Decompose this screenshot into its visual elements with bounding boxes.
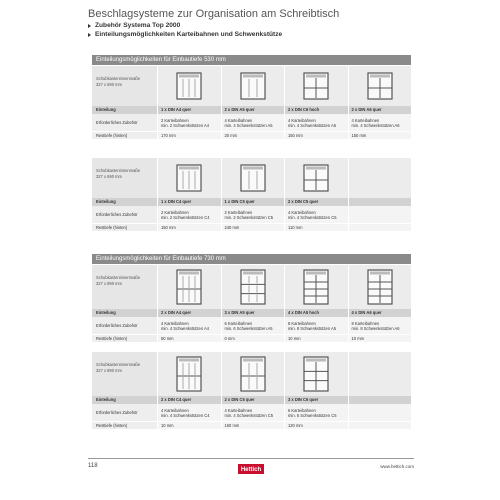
drawer-layout-diagram [303, 356, 329, 392]
einteilung-row-cell: 1 x DIN A4 quer [157, 106, 221, 114]
zubehoer-row-cell [221, 404, 285, 421]
zubehoer-row [92, 206, 411, 223]
einteilung-row-cell: 4 x DIN A6 quer [348, 309, 412, 317]
zubehoer-row-cell [348, 114, 412, 131]
zubehoer-row-label: Erforderliches Zubehör [92, 317, 157, 334]
drawer-layout-diagram [176, 269, 202, 305]
section-bar-530: Einteilungsmöglichkeiten für Einbautiefe 530 mm [92, 55, 411, 65]
subtitle-2 [88, 30, 468, 39]
zubehoer-line: min. 8 Schwenkstützen A6 [351, 325, 400, 331]
einteilung-row-cell [348, 198, 412, 206]
page-header [88, 8, 468, 39]
zubehoer-line: 4 Karteibahnen [161, 320, 189, 326]
einteilung-row-cell [348, 396, 412, 404]
diagram-row [92, 66, 411, 106]
diagram-cell [221, 352, 285, 396]
zubehoer-row [92, 404, 411, 421]
drawer-layout-diagram [367, 72, 393, 100]
resttiefe-row [92, 421, 411, 429]
zubehoer-line: min. 2 Schwenkstützen C4 [161, 214, 210, 220]
zubehoer-line: min. 6 Schwenkstützen A5 [224, 325, 273, 331]
resttiefe-row-label: Resttiefe (hinten) [92, 422, 157, 429]
drawer-layout-diagram [176, 164, 202, 192]
resttiefe-row-label: Resttiefe (hinten) [92, 335, 157, 342]
zubehoer-line: 8 Karteibahnen [351, 320, 380, 326]
inner-dimensions-line: Schubkasteninnenmaße [96, 275, 141, 280]
hettich-logo [238, 461, 264, 474]
resttiefe-row-cell: 10 mm [348, 335, 412, 342]
einteilung-row [92, 396, 411, 404]
diagram-cell [284, 66, 348, 106]
zubehoer-line: min. 6 Schwenkstützen C6 [288, 412, 337, 418]
zubehoer-line: min. 4 Schwenkstützen A4 [161, 325, 210, 331]
einteilung-row-label: Einteilung [92, 396, 157, 404]
zubehoer-line: 4 Karteibahnen [351, 117, 380, 123]
section-bar-730: Einteilungsmöglichkeiten für Einbautiefe 730 mm [92, 254, 411, 264]
drawer-layout-diagram [367, 269, 393, 305]
resttiefe-row-label: Resttiefe (hinten) [92, 224, 157, 231]
inner-dimensions-line: Schubkasteninnenmaße [96, 168, 141, 173]
resttiefe-row-cell: 120 mm [284, 422, 348, 429]
zubehoer-row [92, 114, 411, 131]
zubehoer-line: 6 Karteibahnen [224, 320, 253, 326]
subtitle-2-text: Einteilungsmöglichkeiten Karteibahnen und Schwenkstütze [95, 31, 283, 38]
zubehoer-line: min. 4 Schwenkstützen C4 [161, 412, 210, 418]
einteilung-row-cell: 2 x DIN C5 quer [221, 396, 285, 404]
drawer-layout-diagram [240, 269, 266, 305]
logo-text: Hettich [240, 467, 262, 474]
einteilung-row-cell: 2 x DIN A6 quer [348, 106, 412, 114]
page-number: 118 [88, 463, 98, 469]
diagram-cell [221, 265, 285, 309]
zubehoer-row-cell [348, 404, 412, 421]
einteilung-row-label: Einteilung [92, 309, 157, 317]
zubehoer-line: 4 Karteibahnen [288, 209, 316, 215]
zubehoer-row-cell [221, 206, 285, 223]
zubehoer-row [92, 317, 411, 334]
table-730-a [92, 265, 411, 342]
diagram-cell [284, 158, 348, 198]
resttiefe-row-cell: 240 mm [221, 224, 285, 231]
zubehoer-line: min. 4 Schwenkstützen A5 [224, 122, 273, 128]
zubehoer-row-cell [348, 317, 412, 334]
einteilung-row-label: Einteilung [92, 106, 157, 114]
zubehoer-line: 2 Karteibahnen [161, 209, 189, 215]
table-530-a [92, 66, 411, 139]
zubehoer-row-cell [157, 114, 221, 131]
resttiefe-row-label: Resttiefe (hinten) [92, 132, 157, 139]
page-title: Beschlagsysteme zur Organisation am Schreibtisch [88, 8, 340, 20]
diagram-row [92, 158, 411, 198]
inner-dimensions-label [92, 66, 157, 106]
zubehoer-row-cell [284, 114, 348, 131]
resttiefe-row [92, 223, 411, 231]
einteilung-row-cell: 4 x DIN A5 hoch [284, 309, 348, 317]
zubehoer-row-cell [284, 404, 348, 421]
diagram-cell [284, 265, 348, 309]
subtitle-1 [88, 21, 468, 30]
resttiefe-row-cell: 150 mm [157, 224, 221, 231]
zubehoer-line: min. 2 Schwenkstützen A4 [161, 122, 210, 128]
zubehoer-row-cell [221, 317, 285, 334]
zubehoer-line: min. 4 Schwenkstützen A6 [351, 122, 400, 128]
einteilung-row-label: Einteilung [92, 198, 157, 206]
drawer-layout-diagram [240, 356, 266, 392]
zubehoer-row-cell [221, 114, 285, 131]
zubehoer-row-label: Erforderliches Zubehör [92, 404, 157, 421]
einteilung-row-cell: 2 x DIN C5 quer [284, 198, 348, 206]
diagram-cell [348, 66, 412, 106]
inner-dimensions-line: 327 x 690 mm [96, 82, 122, 87]
inner-dimensions-line: 327 x 890 mm [96, 368, 122, 373]
diagram-cell [348, 158, 412, 198]
table-730-b [92, 352, 411, 429]
resttiefe-row-cell: 0 mm [221, 335, 285, 342]
inner-dimensions-line: Schubkasteninnenmaße [96, 362, 141, 367]
subtitle-1-text: Zubehör Systema Top 2000 [95, 22, 181, 29]
einteilung-row-cell: 2 x DIN A5 quer [221, 106, 285, 114]
zubehoer-line: min. 4 Schwenkstützen C5 [224, 412, 273, 418]
zubehoer-line: 8 Karteibahnen [288, 320, 316, 326]
resttiefe-row [92, 131, 411, 139]
inner-dimensions-line: Schubkasteninnenmaße [96, 76, 141, 81]
zubehoer-row-cell [157, 404, 221, 421]
resttiefe-row [92, 334, 411, 342]
resttiefe-row-cell: 50 mm [157, 335, 221, 342]
inner-dimensions-label [92, 265, 157, 309]
zubehoer-line: min. 2 Schwenkstützen C5 [224, 214, 273, 220]
zubehoer-line: min. 4 Schwenkstützen A5 [288, 122, 337, 128]
diagram-cell [157, 158, 221, 198]
einteilung-row-cell: 3 x DIN C6 quer [284, 396, 348, 404]
drawer-layout-diagram [176, 72, 202, 100]
zubehoer-row-cell [157, 317, 221, 334]
inner-dimensions-label [92, 352, 157, 396]
resttiefe-row-cell: 10 mm [284, 335, 348, 342]
zubehoer-row-cell [157, 206, 221, 223]
diagram-cell [221, 66, 285, 106]
diagram-row [92, 352, 411, 396]
einteilung-row-cell: 2 x DIN C6 hoch [284, 106, 348, 114]
zubehoer-line: min. 8 Schwenkstützen A5 [288, 325, 337, 331]
drawer-layout-diagram [240, 164, 266, 192]
einteilung-row [92, 309, 411, 317]
zubehoer-row-label: Erforderliches Zubehör [92, 206, 157, 223]
resttiefe-row-cell: 110 mm [284, 224, 348, 231]
diagram-row [92, 265, 411, 309]
zubehoer-row-cell [284, 206, 348, 223]
triangle-bullet-icon [88, 24, 91, 28]
resttiefe-row-cell [348, 422, 412, 429]
einteilung-row-cell: 2 x DIN C4 quer [157, 396, 221, 404]
diagram-cell [348, 265, 412, 309]
diagram-cell [157, 352, 221, 396]
zubehoer-line: 4 Karteibahnen [224, 117, 253, 123]
zubehoer-line: 4 Karteibahnen [288, 117, 316, 123]
triangle-bullet-icon [88, 33, 91, 37]
drawer-layout-diagram [176, 356, 202, 392]
zubehoer-row-cell [284, 317, 348, 334]
drawer-layout-diagram [303, 269, 329, 305]
resttiefe-row-cell: 160 mm [221, 422, 285, 429]
einteilung-row [92, 198, 411, 206]
einteilung-row [92, 106, 411, 114]
diagram-cell [157, 265, 221, 309]
zubehoer-row-label: Erforderliches Zubehör [92, 114, 157, 131]
diagram-cell [348, 352, 412, 396]
inner-dimensions-line: 327 x 890 mm [96, 281, 122, 286]
inner-dimensions-line: 327 x 690 mm [96, 174, 122, 179]
zubehoer-line: 2 Karteibahnen [161, 117, 189, 123]
zubehoer-line: min. 4 Schwenkstützen C5 [288, 214, 337, 220]
resttiefe-row-cell: 150 mm [284, 132, 348, 139]
zubehoer-line: 6 Karteibahnen [288, 407, 316, 413]
page-footer [88, 458, 414, 474]
drawer-layout-diagram [303, 164, 329, 192]
table-530-b [92, 158, 411, 231]
resttiefe-row-cell: 170 mm [157, 132, 221, 139]
einteilung-row-cell: 3 x DIN A5 quer [221, 309, 285, 317]
einteilung-row-cell: 1 x DIN C4 quer [157, 198, 221, 206]
diagram-cell [157, 66, 221, 106]
zubehoer-row-cell [348, 206, 412, 223]
drawer-layout-diagram [240, 72, 266, 100]
footer-url: www.hettich.com [380, 464, 414, 469]
diagram-cell [284, 352, 348, 396]
zubehoer-line: 4 Karteibahnen [161, 407, 189, 413]
zubehoer-line: 4 Karteibahnen [224, 407, 253, 413]
resttiefe-row-cell: 20 mm [221, 132, 285, 139]
inner-dimensions-label [92, 158, 157, 198]
einteilung-row-cell: 1 x DIN C5 quer [221, 198, 285, 206]
resttiefe-row-cell: 10 mm [157, 422, 221, 429]
resttiefe-row-cell: 150 mm [348, 132, 412, 139]
drawer-layout-diagram [303, 72, 329, 100]
resttiefe-row-cell [348, 224, 412, 231]
diagram-cell [221, 158, 285, 198]
zubehoer-line: 2 Karteibahnen [224, 209, 253, 215]
einteilung-row-cell: 2 x DIN A4 quer [157, 309, 221, 317]
